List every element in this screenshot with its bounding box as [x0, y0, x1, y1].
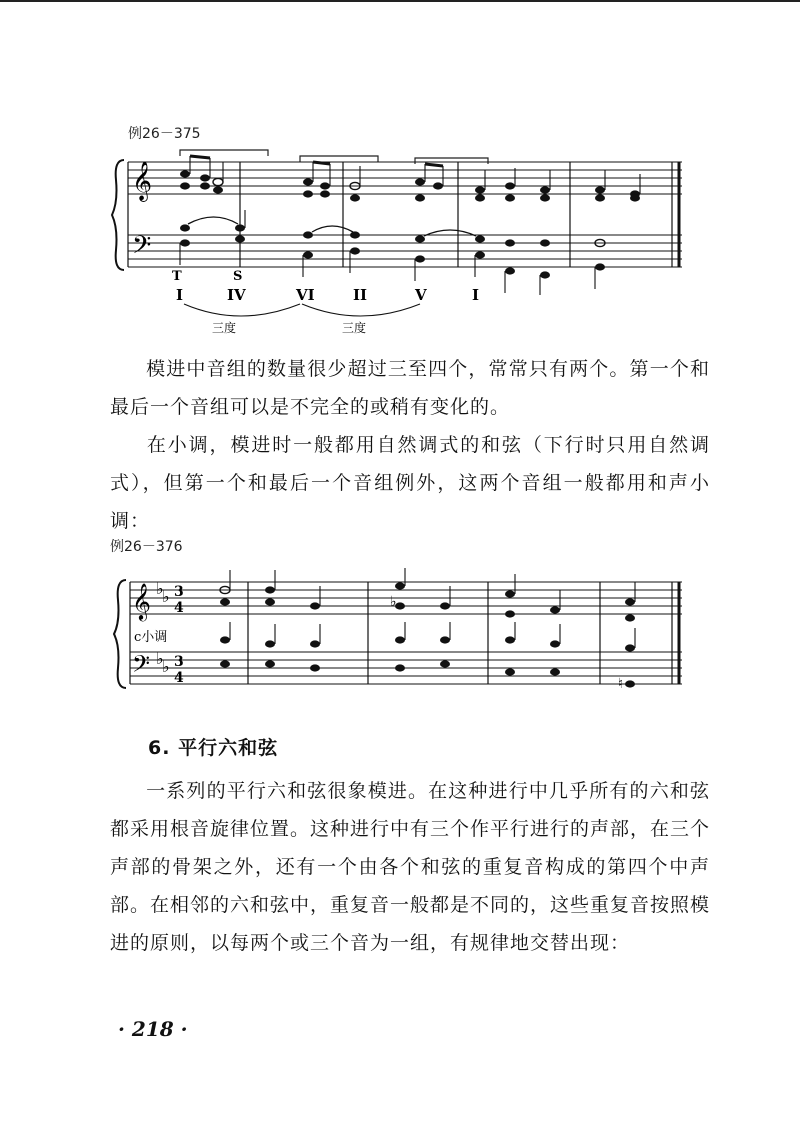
- roman-numeral: I: [176, 286, 184, 304]
- bass-stems: [230, 622, 635, 648]
- phrase-bracket: [300, 156, 378, 162]
- bass-clef: 𝄢: [132, 650, 151, 683]
- example-376-score: [110, 566, 700, 706]
- flat-sign: ♭: [162, 587, 170, 606]
- section-title: 平行六和弦: [178, 737, 279, 759]
- bass-staff: [130, 652, 682, 684]
- interval-label: 三度: [212, 321, 237, 335]
- paragraph-2: 在小调，模进时一般都用自然调式的和弦（下行时只用自然调式），但第一个和最后一个音组例外，这两个音组一般都用和声小调：: [110, 434, 710, 532]
- roman-numeral: IV: [227, 286, 246, 304]
- section-number: 6.: [148, 737, 171, 759]
- key-label: c小调: [134, 630, 168, 645]
- roman-numeral: II: [353, 286, 368, 304]
- time-signature: 4: [174, 600, 184, 616]
- flat-sign: ♭: [156, 579, 164, 598]
- function-letter-s: S: [233, 269, 243, 284]
- paragraph-1: 模进中音组的数量很少超过三至四个，常常只有两个。第一个和最后一个音组可以是不完全的或稍有变化的。: [110, 358, 710, 418]
- interval-arc: [302, 304, 420, 316]
- treble-notes: [220, 582, 635, 621]
- roman-numeral: VI: [296, 286, 315, 304]
- grand-staff-brace: [114, 580, 126, 688]
- treble-staff: [130, 582, 682, 614]
- roman-numeral: V: [415, 286, 427, 304]
- flat-sign: ♭: [162, 657, 170, 676]
- treble-stems: [230, 568, 635, 610]
- roman-numeral: I: [472, 286, 480, 304]
- example-375-label: 例26－375: [128, 126, 201, 142]
- page-top-rule: [0, 0, 800, 2]
- treble-clef: 𝄞: [132, 582, 151, 620]
- treble-clef: 𝄞: [132, 161, 153, 201]
- bass-clef: 𝄢: [132, 231, 152, 266]
- page-number: · 218 ·: [118, 1017, 188, 1041]
- function-letter-t: T: [172, 269, 182, 284]
- section-heading: [148, 733, 278, 760]
- grand-staff-brace: [112, 160, 124, 270]
- interval-label: 三度: [342, 321, 367, 335]
- time-signature: 4: [174, 670, 184, 686]
- time-signature: 3: [174, 654, 184, 670]
- time-signature: 3: [174, 584, 184, 600]
- example-375-score: [110, 140, 700, 340]
- interval-arc: [184, 304, 300, 316]
- paragraph-3: 一系列的平行六和弦很象模进。在这种进行中几乎所有的六和弦都采用根音旋律位置。这种进行中有三个作平行进行的声部，在三个声部的骨架之外，还有一个由各个和弦的重复音构成的第四个中声部。在相邻的六和弦中，重复音一般都是不同的，这些重复音按照模进的原则，以每两个或三个音为一组，有规律地交替出现：: [110, 780, 711, 954]
- example-376-label: 例26－376: [110, 539, 183, 555]
- natural-sign: ♮: [618, 676, 624, 692]
- flat-sign: ♭: [390, 594, 397, 610]
- bass-notes: [220, 636, 635, 687]
- flat-sign: ♭: [156, 649, 164, 668]
